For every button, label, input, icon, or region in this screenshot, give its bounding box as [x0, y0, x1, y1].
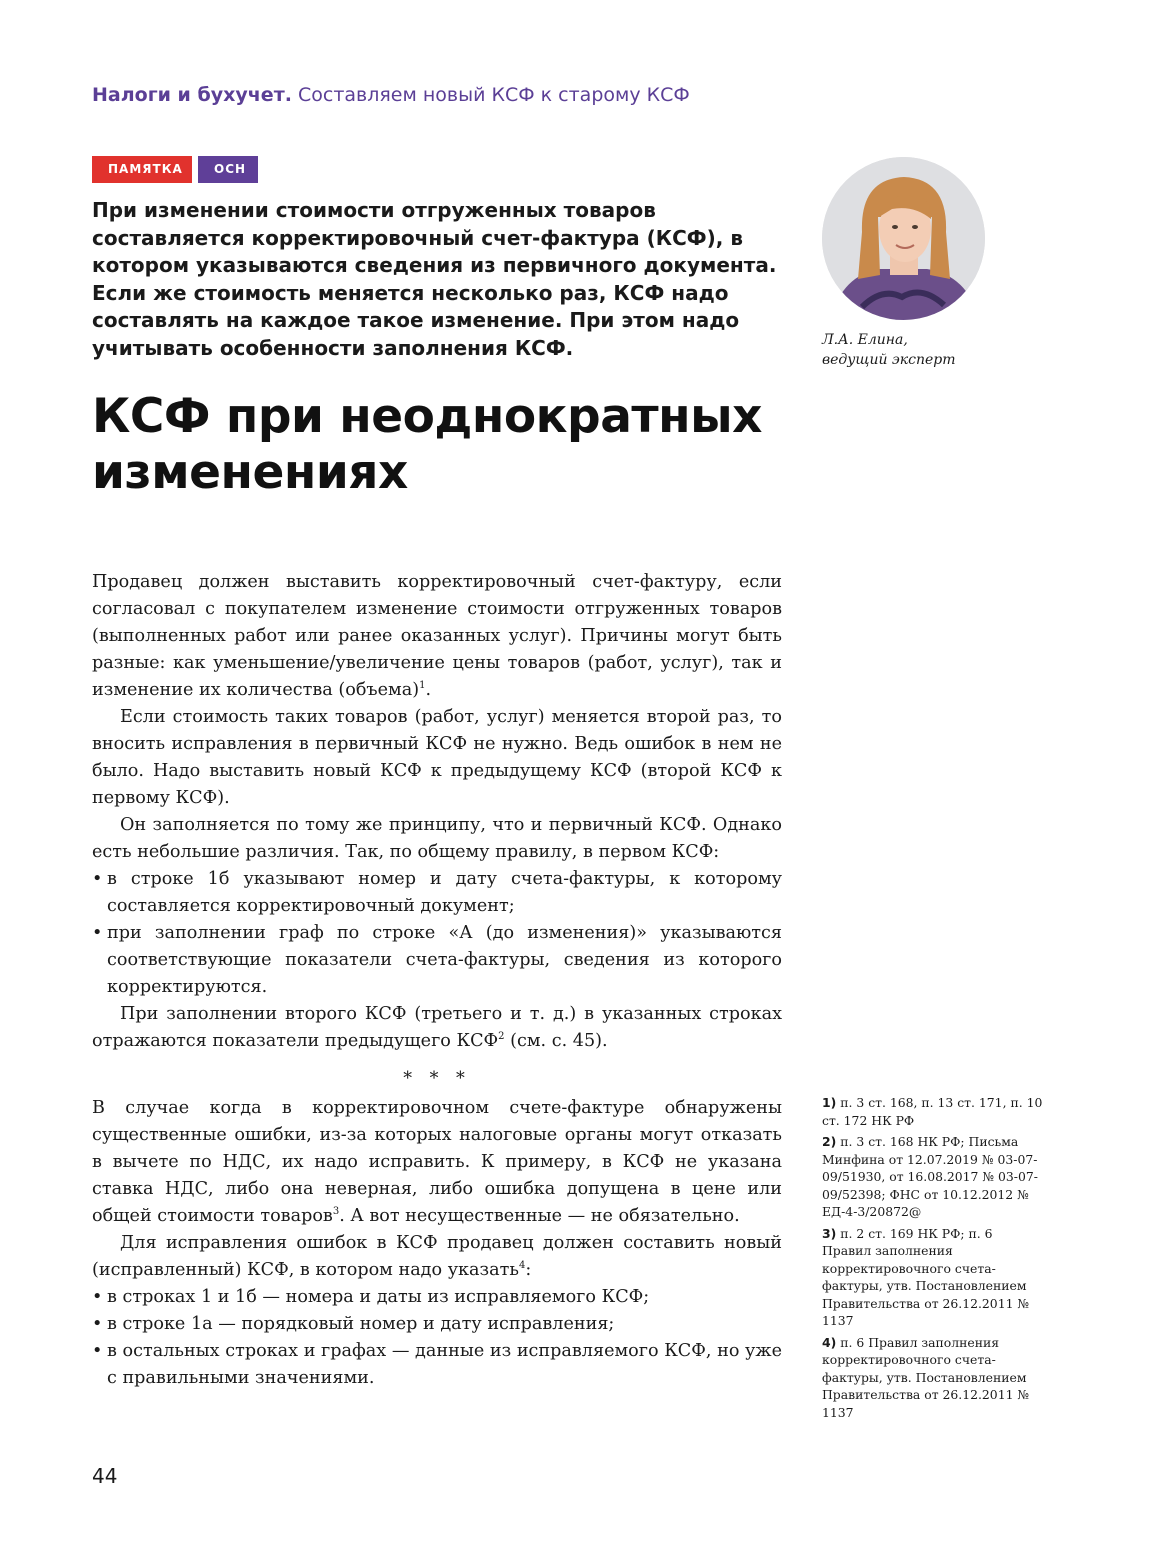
- article-body: [92, 569, 782, 1392]
- body-paragraph-end: :: [525, 1260, 532, 1280]
- footnote-ref[interactable]: 4: [518, 1260, 526, 1272]
- section-separator: * * *: [403, 1069, 471, 1089]
- footnote-item: [822, 1133, 1044, 1221]
- running-head-section: Налоги и бухучет.: [92, 84, 292, 106]
- footnote-number: 1): [822, 1095, 837, 1110]
- page-number: 44: [92, 1464, 118, 1488]
- body-paragraph: Он заполняется по тому же принципу, что и первичный КСФ. Однако есть небольшие различия. Так, по общему правилу, в первом КСФ:: [92, 815, 782, 862]
- footnote-text: п. 3 ст. 168 НК РФ; Письма Минфина от 12.07.2019 № 03-07-09/51930, от 16.08.2017 № 03-07-09/52398; ФНС от 10.12.2012 № ЕД-4-3/20872@: [822, 1134, 1038, 1219]
- footnote-item: [822, 1334, 1044, 1422]
- body-paragraph: [92, 569, 782, 704]
- footnote-text: п. 6 Правил заполнения корректировочного счета-фактуры, утв. Постановлением Правительства от 26.12.2011 № 1137: [822, 1334, 1030, 1420]
- footnotes: [822, 1094, 1044, 1425]
- footnote-text: п. 2 ст. 169 НК РФ; п. 6 Правил заполнения корректировочного счета-фактуры, утв. Постановлением Правительства от 26.12.2011 № 1137: [822, 1225, 1030, 1328]
- list-item: • в остальных строках и графах — данные из исправляемого КСФ, но уже с правильными значениями.: [92, 1338, 782, 1392]
- body-paragraph-text: При заполнении второго КСФ (третьего и т. д.) в указанных строках отражаются показатели предыдущего КСФ: [92, 1004, 782, 1051]
- tag-osn: ОСН: [198, 156, 258, 183]
- list-item: • в строке 1б указывают номер и дату счета-фактуры, к которому составляется корректировочный документ;: [92, 866, 782, 920]
- footnote-item: [822, 1094, 1044, 1129]
- body-paragraph-end: . А вот несущественные — не обязательно.: [339, 1206, 740, 1226]
- footnote-ref[interactable]: 1: [419, 680, 426, 692]
- body-paragraph: [92, 1001, 782, 1055]
- rubric-tags: [92, 156, 258, 183]
- author-photo: [822, 157, 985, 320]
- body-paragraph-end: (см. с. 45).: [504, 1031, 608, 1051]
- footnote-number: 2): [822, 1134, 837, 1149]
- footnote-ref[interactable]: 3: [332, 1206, 340, 1218]
- running-head-subtitle: Составляем новый КСФ к старому КСФ: [297, 84, 690, 106]
- footnote-number: 3): [822, 1225, 837, 1241]
- lead-paragraph: При изменении стоимости отгруженных товаров составляется корректировочный счет-фактура (КСФ), в котором указываются сведения из первичного документа. Если же стоимость меняется несколько раз, КСФ надо составлять на каждое такое изменение. При этом надо учитывать особенности заполнения КСФ.: [92, 198, 777, 360]
- article-title: КСФ при неоднократных изменениях: [92, 389, 762, 500]
- list-item: • при заполнении граф по строке «А (до изменения)» указываются соответствующие показатели счета-фактуры, сведения из которого корректируются.: [92, 920, 782, 1001]
- body-paragraph: [92, 1230, 782, 1284]
- bullet-list: [92, 866, 782, 1001]
- footnote-item: [822, 1225, 1044, 1330]
- body-paragraph-text: Продавец должен выставить корректировочный счет-фактуру, если согласовал с покупателем изменение стоимости отгруженных товаров (выполненных работ или ранее оказанных услуг). Причины могут быть разные: как уменьшение/увеличение цены товаров (работ, услуг), так и изменение их количества (объема): [92, 572, 782, 700]
- author-caption: [822, 330, 956, 370]
- footnote-ref[interactable]: 2: [498, 1031, 505, 1043]
- tag-memo: ПАМЯТКА: [92, 156, 192, 183]
- body-paragraph-text: Для исправления ошибок в КСФ продавец должен составить новый (исправленный) КСФ, в котором надо указать: [92, 1233, 782, 1280]
- author-name: Л.А. Елина,: [822, 332, 908, 348]
- body-paragraph: [92, 1095, 782, 1230]
- running-head: [92, 84, 690, 106]
- body-paragraph-text: В случае когда в корректировочном счете-фактуре обнаружены существенные ошибки, из-за которых налоговые органы могут отказать в вычете по НДС, их надо исправить. К примеру, в КСФ не указана ставка НДС, либо она неверная, либо ошибка допущена в цене или общей стоимости товаров: [92, 1098, 782, 1226]
- footnote-text: п. 3 ст. 168, п. 13 ст. 171, п. 10 ст. 172 НК РФ: [822, 1095, 1043, 1128]
- footnote-number: 4): [822, 1334, 837, 1350]
- author-position: ведущий эксперт: [822, 352, 956, 368]
- body-paragraph: Если стоимость таких товаров (работ, услуг) меняется второй раз, то вносить исправления в первичный КСФ не нужно. Ведь ошибок в нем не было. Надо выставить новый КСФ к предыдущему КСФ (второй КСФ к первому КСФ).: [92, 707, 782, 808]
- bullet-list: [92, 1284, 782, 1392]
- list-item: • в строках 1 и 1б — номера и даты из исправляемого КСФ;: [92, 1284, 782, 1311]
- author-portrait-icon: [822, 157, 985, 320]
- body-paragraph-end: .: [425, 680, 432, 700]
- list-item: • в строке 1а — порядковый номер и дату исправления;: [92, 1311, 782, 1338]
